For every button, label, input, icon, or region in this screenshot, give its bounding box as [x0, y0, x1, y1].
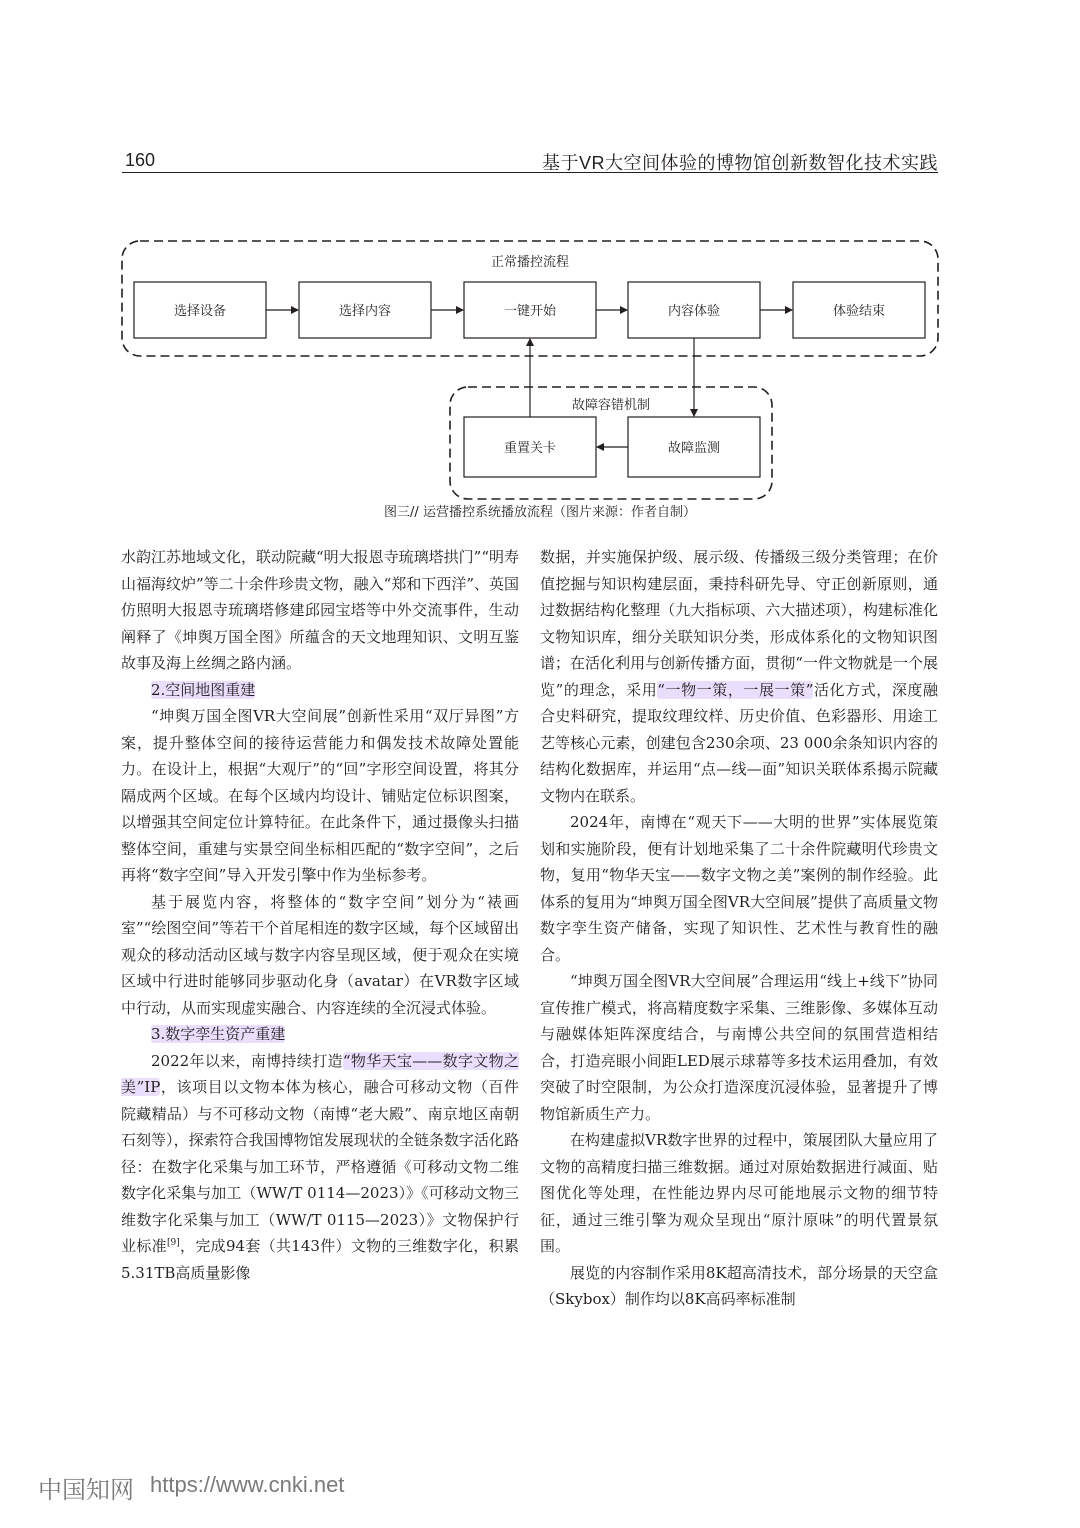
left-paragraph-4-part-b: ，该项目以文物本体为核心，融合可移动文物（百件院藏精品）与不可移动文物（南博“老大殿”、南京地区南朝石刻等），探索符合我国博物馆发展现状的全链条数字活化路径：在数字化采集与加工环节，严格遵循《可移动文物二维数字化采集与加工（WW/T 0114—2023）》《可移动文物三维数字化采集与加工（WW/T 0115—2023）》文物保护行业标准: [121, 1078, 520, 1255]
right-paragraph-1-part-a: 数据，并实施保护级、展示级、传播级三级分类管理；在价值挖掘与知识构建层面，秉持科研先导、守正创新原则，通过数据结构化整理（九大指标项、六大描述项），构建标准化文物知识库，细分关联知识分类，形成体系化的文物知识图谱；在活化利用与创新传播方面，贯彻“一件文物就是一个展览”的理念，采用: [540, 548, 938, 699]
left-paragraph-2: “坤舆万国全图VR大空间展”创新性采用“双厅异图”方案，提升整体空间的接待运营能力和偶发技术故障处置能力。在设计上，根据“大观厅”的“回”字形空间设置，将其分隔成两个区域。在每个区域内均设计、铺贴定位标识图案，以增强其空间定位计算特征。在此条件下，通过摄像头扫描整体空间，重建与实景空间坐标相匹配的“数字空间”，之后再将“数字空间”导入开发引擎中作为坐标参考。: [121, 707, 519, 884]
right-paragraph-1-highlight: “一物一策，一展一策”: [657, 680, 814, 699]
left-paragraph-1: 水韵江苏地域文化，联动院藏“明大报恩寺琉璃塔拱门”“明寿山福海纹炉”等二十余件珍贵文物，融入“郑和下西洋”、英国仿照明大报恩寺琉璃塔修建邱园宝塔等中外交流事件，生动阐释了《坤舆万国全图》所蕴含的天文地理知识、文明互鉴故事及海上丝绸之路内涵。: [121, 548, 520, 672]
section-heading-2-text: 2.空间地图重建: [151, 680, 256, 699]
right-paragraph-1: [540, 544, 938, 809]
right-paragraph-2: 2024年，南博在“观天下——大明的世界”实体展览策划和实施阶段，便有计划地采集了二十余件院藏明代珍贵文物，复用“物华天宝——数字文物之美”案例的制作经验。此体系的复用为“坤舆万国全图VR大空间展”提供了高质量文物数字孪生资产储备，实现了知识性、艺术性与教育性的融合。: [540, 813, 938, 964]
section-heading-2: [121, 677, 519, 704]
node-select-content-label: 选择内容: [338, 304, 392, 319]
node-fault-monitor-label: 故障监测: [667, 441, 721, 456]
left-paragraph-4: [121, 1048, 519, 1287]
right-column: [540, 544, 938, 1313]
left-paragraph-3: 基于展览内容，将整体的“数字空间”划分为“裱画室”“绘图空间”等若干个首尾相连的数字区域，每个区域留出观众的移动活动区域与数字内容呈现区域，便于观众在实境区域中行进时能够同步驱动化身（avatar）在VR数字区域中行动，从而实现虚实融合、内容连续的全沉浸式体验。: [121, 892, 520, 1017]
right-paragraph-3: “坤舆万国全图VR大空间展”合理运用“线上+线下”协同宣传推广模式，将高精度数字采集、三维影像、多媒体互动与融媒体矩阵深度结合，与南博公共空间的氛围营造相结合，打造亮眼小间距LED展示球幕等多技术运用叠加，有效突破了时空限制，为公众打造深度沉浸体验，显著提升了博物馆新质生产力。: [540, 972, 938, 1123]
left-paragraph-4-part-a: 2022年以来，南博持续打造: [151, 1051, 343, 1070]
fault-tolerance-label: 故障容错机制: [571, 398, 651, 413]
node-content-experience-label: 内容体验: [667, 304, 721, 319]
section-heading-3-text: 3.数字孪生资产重建: [151, 1025, 286, 1043]
running-title: 基于VR大空间体验的博物馆创新数智化技术实践: [541, 153, 938, 173]
left-paragraph-4-highlight: “物华天宝——数字文物之美”IP: [121, 1051, 519, 1096]
page-number: 160: [125, 150, 156, 170]
flow-diagram: [0, 0, 1080, 520]
reference-marker: [9]: [166, 1238, 180, 1248]
right-paragraph-1-part-b: 活化方式，深度融合史料研究，提取纹理纹样、历史价值、色彩器形、用途工艺等核心元素，创建包含230余项、23 000余条知识内容的结构化数据库，并运用“点—线—面”知识关联体系揭示院藏文物内在联系。: [540, 680, 938, 805]
left-column: [121, 544, 519, 1286]
figure-caption: 图三// 运营播控系统播放流程（图片来源：作者自制）: [384, 505, 696, 520]
node-one-click-start-label: 一键开始: [503, 304, 557, 319]
cnki-logo-text: 中国知网: [38, 1476, 134, 1504]
right-paragraph-4: 在构建虚拟VR数字世界的过程中，策展团队大量应用了文物的高精度扫描三维数据。通过对原始数据进行减面、贴图优化等处理，在性能边界内尽可能地展示文物的细节特征，通过三维引擎为观众呈现出“原汁原味”的明代置景氛围。: [540, 1131, 938, 1255]
left-paragraph-4-part-c: ，完成94套（共143件）文物的三维数字化，积累5.31TB高质量影像: [121, 1237, 519, 1282]
right-paragraph-5: 展览的内容制作采用8K超高清技术，部分场景的天空盒（Skybox）制作均以8K高码率标准制: [540, 1263, 938, 1308]
section-heading-3: [121, 1021, 519, 1048]
cnki-url[interactable]: https://www.cnki.net: [150, 1472, 345, 1497]
node-reset-level-label: 重置关卡: [503, 441, 557, 456]
node-experience-end-label: 体验结束: [832, 304, 886, 319]
normal-flow-label: 正常播控流程: [490, 255, 570, 270]
node-select-device-label: 选择设备: [173, 304, 227, 319]
